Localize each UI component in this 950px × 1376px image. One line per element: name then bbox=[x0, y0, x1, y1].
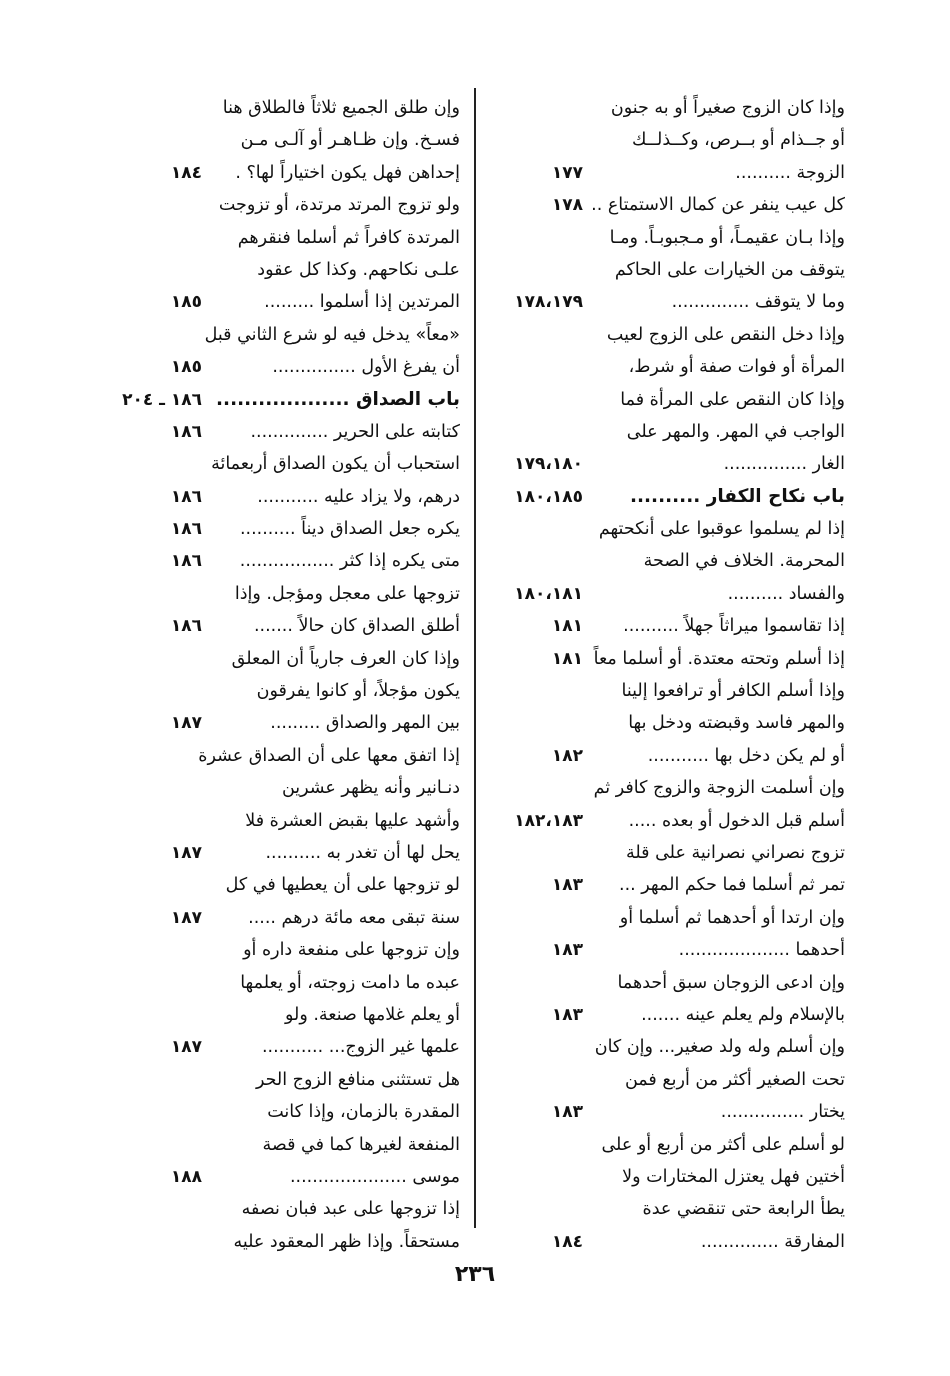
index-entry-text: إذا أسلم وتحته معتدة. أو أسلما معاً bbox=[593, 648, 845, 669]
index-page-ref: ١٨٠،١٨١ bbox=[514, 583, 583, 604]
index-entry-text: وإن ارتدا أو أحدهما ثم أسلما أو bbox=[619, 907, 845, 928]
index-entry-text: وإذا بـان عقيمـاً، أو مـجبوبـاً. ومـا bbox=[609, 227, 845, 248]
index-entry bbox=[100, 448, 460, 480]
index-entry bbox=[490, 869, 845, 901]
index-entry bbox=[100, 772, 460, 804]
index-entry-text: وإن أسلمت الزوجة والزوج كافر ثم bbox=[593, 778, 845, 799]
index-entry bbox=[100, 610, 460, 642]
index-entry bbox=[100, 124, 460, 156]
index-entry-text: وإن تزوجها على منفعة داره أو bbox=[243, 940, 460, 961]
index-entry bbox=[490, 92, 845, 124]
index-entry bbox=[490, 157, 845, 189]
section-heading-text: باب الصداق ................... bbox=[216, 388, 460, 410]
index-entry-text: دنـانير وأنه يظهر عشرين bbox=[281, 778, 460, 799]
index-page-ref: ١٨٥ bbox=[170, 292, 202, 313]
index-entry-text: كل عيب ينفر عن كمال الاستمتاع .. bbox=[591, 195, 845, 216]
index-entry bbox=[490, 1161, 845, 1193]
index-entry-text: أحدهما .................... bbox=[678, 940, 845, 961]
index-entry bbox=[100, 319, 460, 351]
index-entry-text: تحت الصغير أكثر من أربع فمن bbox=[624, 1069, 845, 1090]
index-entry-text: موسى ..................... bbox=[289, 1166, 460, 1187]
index-entry-text: يكره جعل الصداق ديناً .......... bbox=[239, 519, 460, 540]
index-entry-text: لو أسلم على أكثر من أربع أو على bbox=[601, 1134, 845, 1155]
index-entry bbox=[100, 1226, 460, 1258]
section-heading bbox=[100, 384, 460, 416]
index-page-ref: ١٨١ bbox=[551, 648, 583, 669]
index-entry bbox=[100, 1193, 460, 1225]
index-entry-text: تزوج نصراني نصرانية على قلة bbox=[625, 842, 845, 863]
index-page-ref: ١٨٥ bbox=[170, 357, 202, 378]
index-entry-text: الغار ............... bbox=[723, 454, 845, 475]
index-entry bbox=[100, 837, 460, 869]
index-entry bbox=[100, 481, 460, 513]
index-entry-text: تمر ثم أسلما فما حكم المهر ... bbox=[619, 875, 845, 896]
index-entry bbox=[490, 967, 845, 999]
index-entry-text: الزوجة .......... bbox=[735, 162, 845, 183]
index-entry-text: إذا اتفق معها على أن الصداق عشرة bbox=[198, 745, 460, 766]
index-entry bbox=[490, 999, 845, 1031]
index-entry-text: بالإسلام ولم يعلم عينه ....... bbox=[641, 1004, 845, 1025]
index-entry-text: عبده ما دامت زوجته، أو يعلمها bbox=[240, 972, 460, 993]
index-page-ref: ١٨٧ bbox=[170, 1037, 202, 1058]
index-entry bbox=[100, 222, 460, 254]
index-entry bbox=[490, 707, 845, 739]
index-entry-text: وإذا كان العرف جارياً أن المعلق bbox=[231, 648, 460, 669]
index-page-ref: ١٨٦ bbox=[170, 421, 202, 442]
index-entry bbox=[490, 837, 845, 869]
index-entry-text: إذا لم يسلموا عوقبوا على أنكحتهم bbox=[598, 519, 845, 540]
index-entry-text: أن يفرغ الأول ............... bbox=[272, 357, 460, 378]
index-column-right bbox=[490, 92, 845, 1258]
index-entry bbox=[490, 578, 845, 610]
index-page-ref: ١٨٧ bbox=[170, 713, 202, 734]
index-entry bbox=[100, 740, 460, 772]
index-entry bbox=[100, 1064, 460, 1096]
index-entry-text: والفساد .......... bbox=[727, 583, 845, 604]
index-entry bbox=[100, 1031, 460, 1063]
index-entry-text: المنفعة لغيرها كما في قصة bbox=[262, 1134, 460, 1155]
index-entry bbox=[100, 1161, 460, 1193]
index-entry bbox=[100, 286, 460, 318]
index-entry bbox=[100, 578, 460, 610]
index-entry-text: إذا تقاسموا ميراثاً جهلاً .......... bbox=[623, 616, 845, 637]
index-entry bbox=[490, 902, 845, 934]
index-entry bbox=[100, 513, 460, 545]
index-entry bbox=[100, 675, 460, 707]
index-entry bbox=[100, 189, 460, 221]
index-entry-text: تزوجها على معجل ومؤجل. وإذا bbox=[234, 583, 460, 604]
index-entry-text: المقدرة بالزمان، وإذا كانت bbox=[267, 1102, 460, 1123]
index-entry bbox=[490, 384, 845, 416]
index-entry bbox=[490, 675, 845, 707]
index-entry-text: سنة تبقى معه مائة درهم ..... bbox=[248, 907, 460, 928]
index-entry-text: أسلم قبل الدخول أو بعده ..... bbox=[628, 810, 845, 831]
index-entry-text: بين المهر والصداق ......... bbox=[270, 713, 460, 734]
index-entry-text: المحرمة. الخلاف في الصحة bbox=[643, 551, 845, 572]
index-page-ref: ١٨٣ bbox=[551, 940, 583, 961]
index-entry-text: يطأ الرابعة حتى تنقضي عدة bbox=[642, 1199, 845, 1220]
index-entry-text: أطلق الصداق كان حالاً ....... bbox=[253, 616, 460, 637]
index-entry-text: أو جــذام أو بــرص، وكــذلــك bbox=[632, 130, 845, 151]
index-entry-text: أو يعلم غلامها صنعة. ولو bbox=[284, 1004, 460, 1025]
index-entry-text: إحداهن فهل يكون اختياراً لها؟ . bbox=[235, 162, 460, 183]
index-entry bbox=[490, 448, 845, 480]
index-entry-text: المرأة أو فوات صفة أو شرط، bbox=[628, 357, 845, 378]
index-entry bbox=[490, 1226, 845, 1258]
index-entry bbox=[100, 805, 460, 837]
index-entry bbox=[490, 740, 845, 772]
index-page-ref: ١٨٣ bbox=[551, 875, 583, 896]
index-entry-text: يختار ............... bbox=[720, 1102, 845, 1123]
index-entry bbox=[490, 934, 845, 966]
index-entry-text: المفارقة .............. bbox=[700, 1231, 845, 1252]
index-page-ref: ١٧٩،١٨٠ bbox=[514, 454, 583, 475]
index-entry bbox=[100, 967, 460, 999]
index-entry-text: يكون مؤجلاً، أو كانوا يفرقون bbox=[256, 681, 460, 702]
index-entry bbox=[490, 254, 845, 286]
index-entry bbox=[100, 902, 460, 934]
index-page-ref: ١٨٦ bbox=[170, 616, 202, 637]
index-entry bbox=[490, 416, 845, 448]
index-entry-text: أو لم يكن دخل بها ........... bbox=[647, 745, 845, 766]
index-entry-text: متى يكره إذا كثر ................. bbox=[239, 551, 460, 572]
index-page-ref: ١٨٧ bbox=[170, 907, 202, 928]
index-entry bbox=[100, 1096, 460, 1128]
index-entry bbox=[490, 286, 845, 318]
index-entry bbox=[490, 222, 845, 254]
index-entry bbox=[490, 124, 845, 156]
page-number: ٢٣٦ bbox=[454, 1262, 496, 1287]
index-page-ref: ١٨٢ bbox=[551, 745, 583, 766]
index-entry-text: وإذا كان النقص على المرأة فما bbox=[620, 389, 845, 410]
index-entry-text: وإن ادعى الزوجان سبق أحدهما bbox=[617, 972, 845, 993]
index-entry-text: «معاً» يدخل فيه لو شرع الثاني قبل bbox=[204, 324, 460, 345]
index-entry bbox=[100, 934, 460, 966]
index-entry bbox=[490, 610, 845, 642]
index-column-left bbox=[100, 92, 460, 1258]
index-entry bbox=[490, 513, 845, 545]
index-entry bbox=[100, 351, 460, 383]
index-page-ref: ١٨١ bbox=[551, 616, 583, 637]
index-page-ref: ١٨٦ bbox=[170, 551, 202, 572]
index-entry bbox=[490, 545, 845, 577]
index-entry-text: استحباب أن يكون الصداق أربعمائة bbox=[211, 454, 460, 475]
index-entry bbox=[490, 772, 845, 804]
index-page-ref: ١٧٨،١٧٩ bbox=[514, 292, 583, 313]
index-entry bbox=[100, 707, 460, 739]
index-page-ref: ١٨٧ bbox=[170, 842, 202, 863]
index-entry-text: علمها غير الزوج... ........... bbox=[261, 1037, 460, 1058]
index-entry bbox=[100, 92, 460, 124]
index-entry-text: وإذا أسلم الكافر أو ترافعوا إلينا bbox=[621, 681, 845, 702]
index-entry bbox=[100, 643, 460, 675]
index-entry bbox=[490, 1031, 845, 1063]
index-page-ref: ١٨٢،١٨٣ bbox=[514, 810, 583, 831]
index-entry-text: أختين فهل يعتزل المختارات ولا bbox=[622, 1166, 845, 1187]
index-entry bbox=[490, 351, 845, 383]
index-entry-text: وأشهد عليها بقبض العشرة فلا bbox=[245, 810, 460, 831]
index-page-ref: ١٨٦ bbox=[170, 486, 202, 507]
index-entry bbox=[490, 319, 845, 351]
section-heading-text: باب نكاح الكفار .......... bbox=[629, 485, 845, 507]
column-divider bbox=[474, 88, 476, 1228]
index-entry bbox=[100, 1129, 460, 1161]
index-page-ref: ١٨٠،١٨٥ bbox=[514, 486, 583, 507]
index-entry bbox=[490, 1064, 845, 1096]
index-entry-text: وإن طلق الجميع ثلاثاً فالطلاق هنا bbox=[222, 98, 460, 118]
index-entry-text: المرتدة كافراً ثم أسلما فنقرهم bbox=[237, 227, 460, 248]
index-page-ref: ١٨٤ bbox=[551, 1231, 583, 1252]
index-entry bbox=[100, 157, 460, 189]
index-entry-text: ولو تزوج المرتد مرتدة، أو تزوجت bbox=[218, 195, 460, 216]
index-entry-text: إذا تزوجها على عبد فبان نصفه bbox=[241, 1199, 460, 1220]
index-entry-text: فسـخ. وإن ظـاهـر أو آلـى مـن bbox=[240, 130, 460, 151]
index-entry bbox=[100, 416, 460, 448]
index-entry-text: وإذا كان الزوج صغيراً أو به جنون bbox=[610, 98, 845, 118]
index-entry-text: علـى نكاحهم. وكذا كل عقود bbox=[257, 259, 460, 280]
index-entry-text: يتوقف من الخيارات على الحاكم bbox=[614, 259, 845, 280]
section-heading bbox=[490, 481, 845, 513]
index-entry-text: والمهر فاسد وقبضته ودخل بها bbox=[628, 713, 845, 734]
index-entry bbox=[490, 643, 845, 675]
index-entry-text: وإن أسلم وله ولد صغير... وإن كان bbox=[594, 1037, 845, 1058]
index-entry-text: المرتدين إذا أسلموا ......... bbox=[264, 292, 460, 313]
index-page-ref: ١٨٦ bbox=[170, 519, 202, 540]
index-page-ref: ١٧٧ bbox=[551, 162, 583, 183]
index-entry bbox=[490, 1193, 845, 1225]
index-page-ref: ١٨٤ bbox=[170, 162, 202, 183]
index-entry bbox=[490, 189, 845, 221]
index-entry bbox=[100, 254, 460, 286]
index-entry bbox=[100, 545, 460, 577]
index-entry-text: درهم، ولا يزاد عليه ........... bbox=[257, 486, 460, 507]
index-entry-text: وما لا يتوقف .............. bbox=[671, 292, 845, 313]
index-page-ref: ١٨٣ bbox=[551, 1004, 583, 1025]
index-page-ref: ١٧٨ bbox=[551, 195, 583, 216]
index-entry-text: وإذا دخل النقص على الزوج لعيب bbox=[606, 324, 845, 345]
index-entry-text: هل تستثنى منافع الزوج الحر bbox=[255, 1069, 460, 1090]
index-entry-text: مستحقاً. وإذا ظهر المعقود عليه bbox=[233, 1231, 460, 1252]
index-entry bbox=[490, 805, 845, 837]
index-entry bbox=[100, 999, 460, 1031]
index-entry-text: الواجب في المهر. والمهر على bbox=[626, 421, 845, 442]
index-entry bbox=[100, 869, 460, 901]
index-entry-text: يحل لها أن تغدر به .......... bbox=[265, 842, 460, 863]
index-entry bbox=[490, 1129, 845, 1161]
index-entry bbox=[490, 1096, 845, 1128]
index-entry-text: كتابته على الحرير .............. bbox=[250, 421, 460, 442]
index-entry-text: لو تزوجها على أن يعطيها في كل bbox=[225, 875, 460, 896]
index-page-ref: ١٨٦ ـ ٢٠٤ bbox=[122, 389, 202, 410]
index-page-ref: ١٨٣ bbox=[551, 1102, 583, 1123]
index-page-ref: ١٨٨ bbox=[170, 1166, 202, 1187]
